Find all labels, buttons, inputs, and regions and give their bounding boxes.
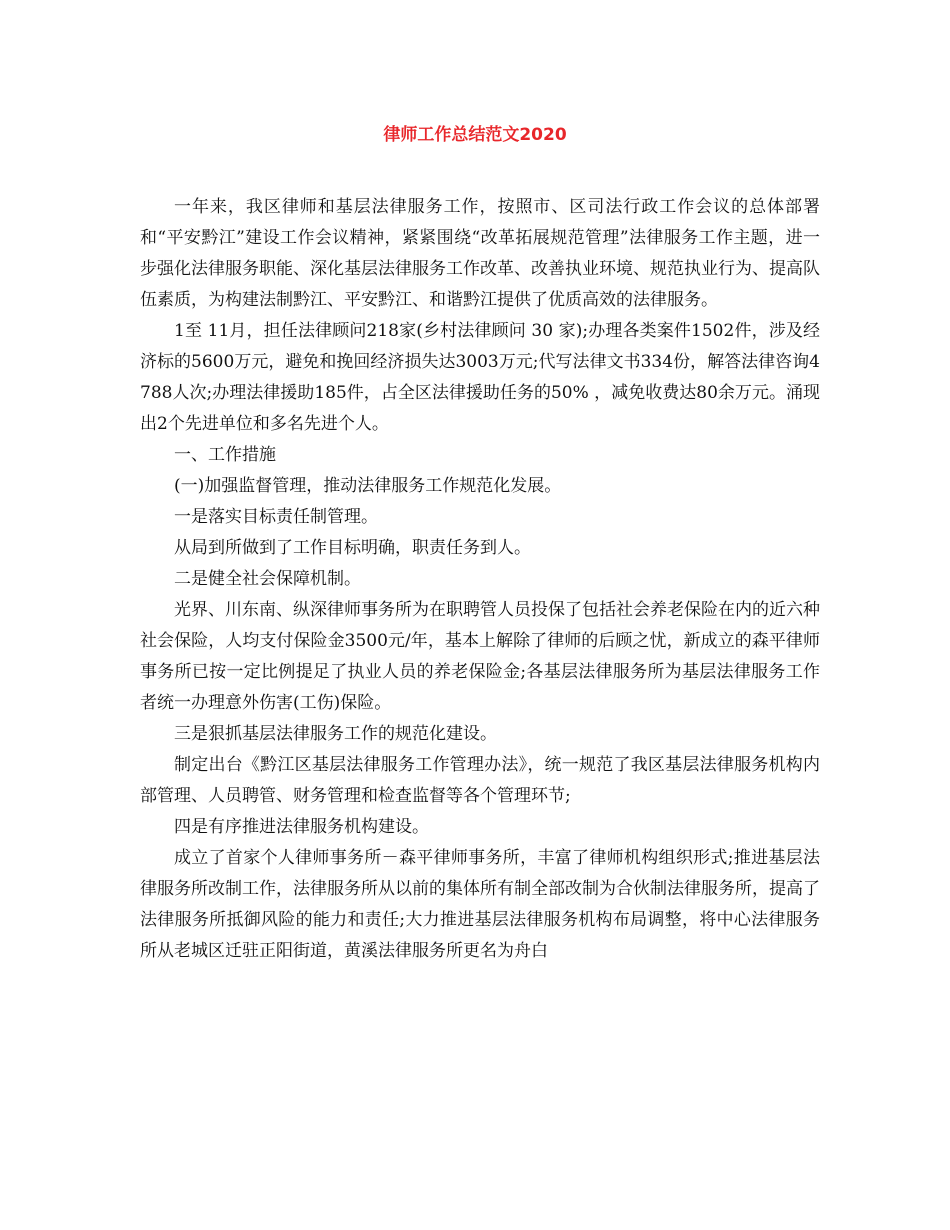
point-heading-3: 三是狠抓基层法律服务工作的规范化建设。 bbox=[174, 724, 497, 744]
paragraph-point-3: 制定出台《黔江区基层法律服务工作管理办法》，统一规范了我区基层法律服务机构内部管理、人员聘管、财务管理和检查监督等各个管理环节; bbox=[140, 755, 820, 806]
paragraph-intro: 一年来，我区律师和基层法律服务工作，按照市、区司法行政工作会议的总体部署和“平安黔江”建设工作会议精神，紧紧围绕“改革拓展规范管理”法律服务工作主题，进一步强化法律服务职能、深化基层法律服务工作改革、改善执业环境、规范执业行为、提高队伍素质，为构建法制黔江、平安黔江、和谐黔江提供了优质高效的法律服务。 bbox=[140, 197, 820, 310]
point-heading-1: 一是落实目标责任制管理。 bbox=[174, 507, 378, 527]
paragraph-point-4: 成立了首家个人律师事务所－森平律师事务所，丰富了律师机构组织形式;推进基层法律服务所改制工作，法律服务所从以前的集体所有制全部改制为合伙制法律服务所，提高了法律服务所抵御风险的能力和责任;大力推进基层法律服务机构布局调整，将中心法律服务所从老城区迁驻正阳街道，黄溪法律服务所更名为舟白 bbox=[140, 848, 820, 961]
section-heading-measures: 一、工作措施 bbox=[174, 445, 276, 465]
subsection-heading-supervision: (一)加强监督管理，推动法律服务工作规范化发展。 bbox=[174, 476, 562, 496]
document-title: 律师工作总结范文2020 bbox=[383, 125, 567, 145]
point-heading-2: 二是健全社会保障机制。 bbox=[174, 569, 361, 589]
point-heading-4: 四是有序推进法律服务机构建设。 bbox=[174, 817, 429, 837]
document-body bbox=[140, 192, 820, 967]
paragraph-statistics: 1至 11月，担任法律顾问218家(乡村法律顾问 30 家);办理各类案件1502件，涉及经济标的5600万元，避免和挽回经济损失达3003万元;代写法律文书334份，解答法律咨询4788人次;办理法律援助185件，占全区法律援助任务的50% ，减免收费达80余万元。涌现出2个先进单位和多名先进个人。 bbox=[140, 321, 820, 434]
paragraph-point-2: 光界、川东南、纵深律师事务所为在职聘管人员投保了包括社会养老保险在内的近六种社会保险，人均支付保险金3500元/年，基本上解除了律师的后顾之忧，新成立的森平律师事务所已按一定比例提足了执业人员的养老保险金;各基层法律服务所为基层法律服务工作者统一办理意外伤害(工伤)保险。 bbox=[140, 600, 820, 713]
paragraph-point-1: 从局到所做到了工作目标明确，职责任务到人。 bbox=[174, 538, 531, 558]
